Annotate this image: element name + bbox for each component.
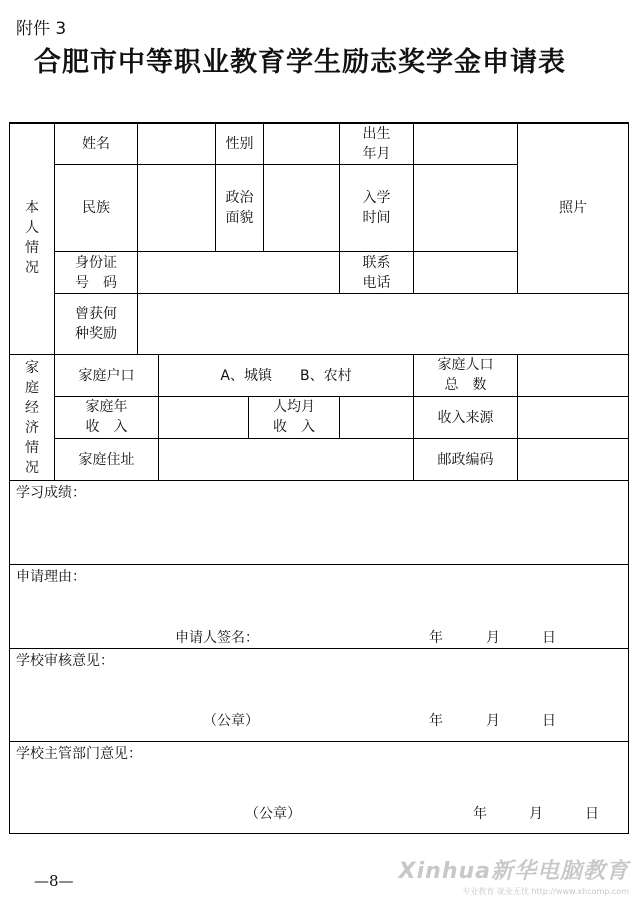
photo-label: 照片 (559, 200, 587, 216)
school-month: 月 (486, 713, 500, 729)
personal-section-label: 本 人 情 况 (25, 200, 39, 276)
address-label: 家庭住址 (78, 452, 135, 468)
department-year: 年 (473, 806, 487, 822)
family-section-label: 家 庭 经 济 情 况 (25, 360, 39, 476)
birth-label: 出生 年月 (362, 126, 391, 162)
hukou-label: 家庭户口 (78, 368, 135, 384)
hukou-options: A、城镇 B、农村 (220, 368, 352, 384)
department-month: 月 (529, 806, 543, 822)
political-status-label: 政治 面貌 (225, 190, 254, 226)
id-card-label: 身份证 号 码 (75, 255, 117, 291)
reason-day: 日 (542, 630, 556, 646)
school-review-label: 学校审核意见： (16, 653, 114, 669)
school-day: 日 (542, 713, 556, 729)
reason-year: 年 (429, 630, 443, 646)
per-capita-income-label: 人均月 收 入 (273, 399, 315, 435)
department-day: 日 (585, 806, 599, 822)
income-source-label: 收入来源 (437, 410, 494, 426)
enrollment-label: 入学 时间 (362, 190, 391, 226)
watermark (399, 854, 629, 897)
phone-label: 联系 电话 (362, 255, 391, 291)
awards-label: 曾获何 种奖励 (75, 306, 117, 342)
page-number: —8— (34, 872, 74, 890)
reason-month: 月 (486, 630, 500, 646)
watermark-brand: Xinhua新华电脑教育 (398, 859, 629, 884)
name-label: 姓名 (82, 136, 110, 152)
ethnicity-label: 民族 (82, 200, 110, 216)
form-title: 合肥市中等职业教育学生励志奖学金申请表 (34, 47, 566, 78)
household-size-label: 家庭人口 总 数 (437, 357, 494, 393)
reason-label: 申请理由： (16, 569, 86, 585)
gender-label: 性别 (225, 136, 254, 152)
department-seal: （公章） (245, 806, 301, 822)
watermark-tagline: 专业教育 就业无忧 http://www.xhcomp.com (462, 887, 629, 896)
postcode-label: 邮政编码 (437, 452, 494, 468)
signature-label: 申请人签名： (175, 630, 259, 646)
department-review-label: 学校主管部门意见： (16, 746, 142, 762)
annual-income-label: 家庭年 收 入 (85, 399, 128, 435)
grades-label: 学习成绩： (16, 485, 86, 501)
attachment-label: 附件 3 (16, 19, 67, 39)
school-seal: （公章） (203, 713, 259, 729)
school-year: 年 (429, 713, 443, 729)
